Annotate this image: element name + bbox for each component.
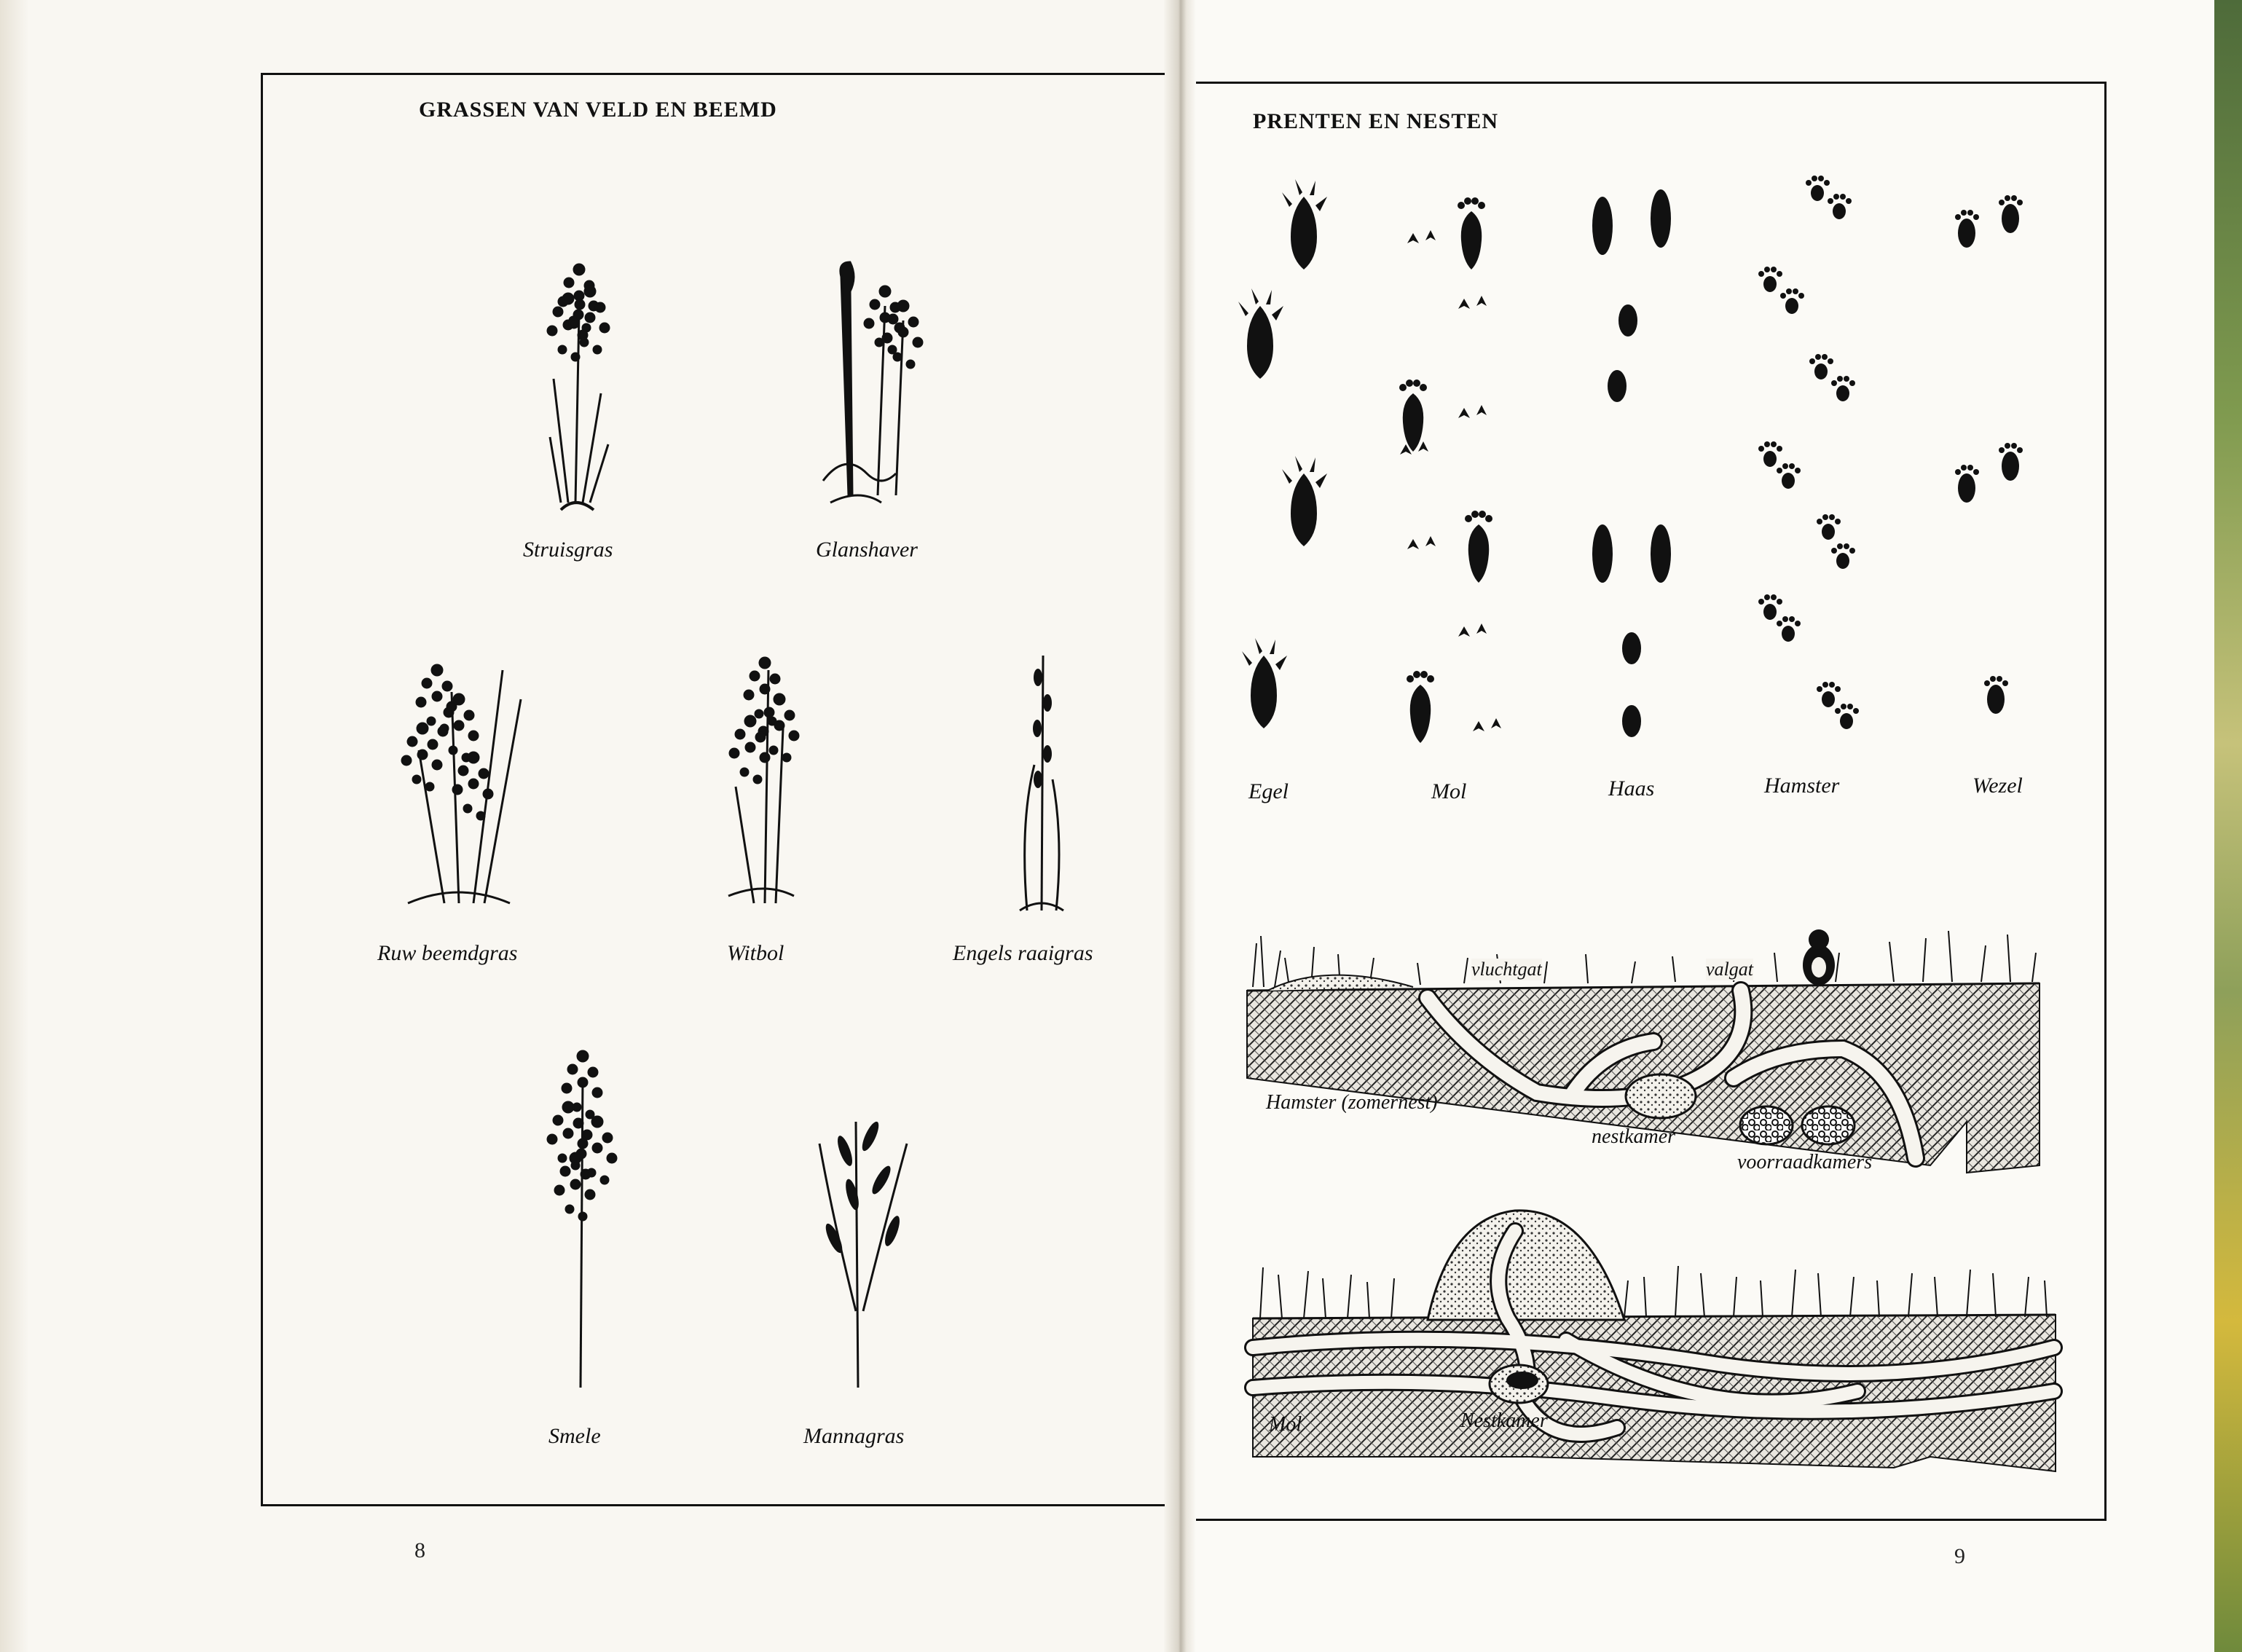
grass-label-ruw-beemdgras: Ruw beemdgras <box>377 941 518 965</box>
right-page-number: 9 <box>1954 1544 1965 1568</box>
hamster-diagram-title: Hamster (zomernest) <box>1266 1091 1438 1114</box>
mole-diagram-title: Mol <box>1269 1413 1302 1436</box>
track-label-hamster: Hamster <box>1764 774 1840 798</box>
track-label-wezel: Wezel <box>1972 774 2023 798</box>
grass-label-smele: Smele <box>548 1424 601 1448</box>
track-label-haas: Haas <box>1608 776 1655 801</box>
track-label-mol: Mol <box>1431 779 1467 803</box>
track-label-egel: Egel <box>1248 779 1289 803</box>
hamster-label-voorraadkamers: voorraadkamers <box>1737 1151 1873 1173</box>
hamster-label-valgat: valgat <box>1706 959 1753 980</box>
hamster-label-vluchtgat: vluchtgat <box>1471 959 1542 980</box>
grass-label-mannagras: Mannagras <box>803 1424 905 1448</box>
left-page-heading: GRASSEN VAN VELD EN BEEMD <box>419 98 777 122</box>
mole-figure <box>1506 1372 1538 1389</box>
mole-label-nestkamer: Nestkamer <box>1460 1409 1548 1432</box>
grass-label-witbol: Witbol <box>727 941 784 965</box>
left-page-number: 8 <box>414 1538 425 1562</box>
grass-label-glanshaver: Glanshaver <box>816 538 918 562</box>
grass-label-struisgras: Struisgras <box>523 538 613 562</box>
hamster-label-nestkamer: nestkamer <box>1592 1125 1676 1148</box>
grass-label-engels-raaigras: Engels raaigras <box>953 941 1093 965</box>
right-page-heading: PRENTEN EN NESTEN <box>1253 109 1499 133</box>
